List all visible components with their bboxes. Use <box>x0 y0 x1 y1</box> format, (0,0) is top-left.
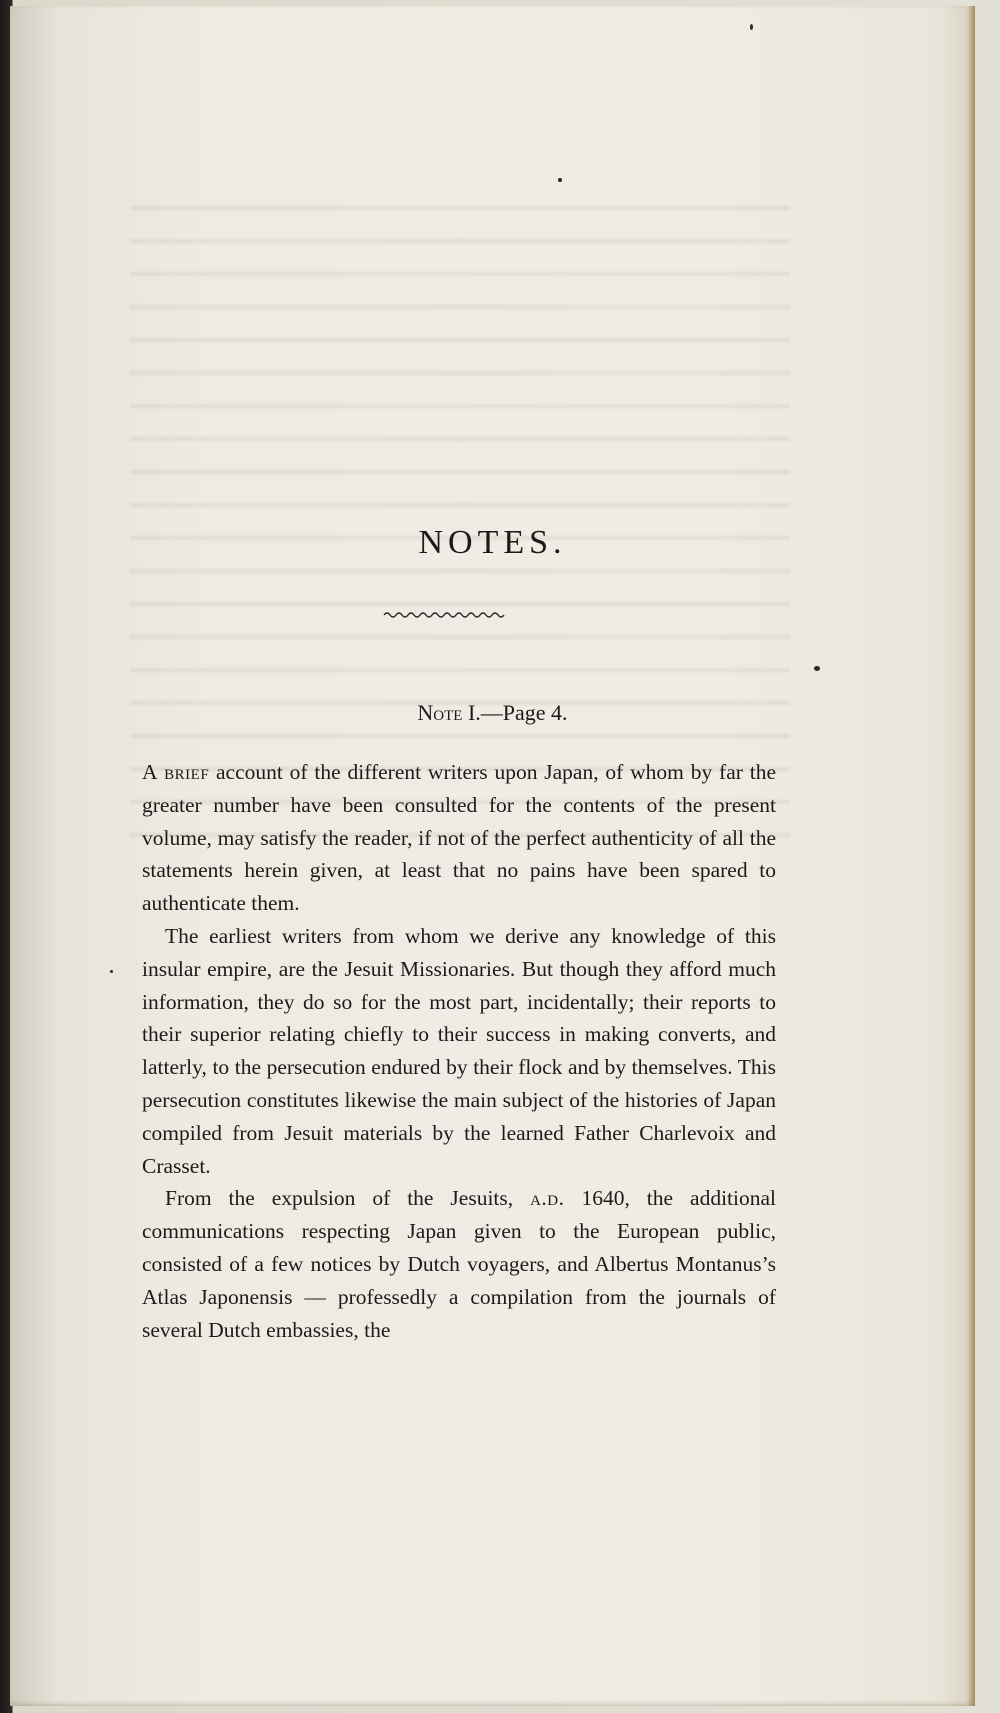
paragraph-1 <box>142 756 776 920</box>
paper-speck <box>814 666 820 671</box>
paragraph-1-text: account of the different writers upon Japan, of whom by far the greater number have been consulted for the contents of the present volume, may satisfy the reader, if not of the perfect authenticity of all the statements herein given, at least that no pains have been spared to authenticate them. <box>142 760 776 916</box>
paragraph-1-lead: A brief <box>142 760 210 784</box>
paragraph-2-text: The earliest writers from whom we derive any knowledge of this insular empire, are the Jesuit Missionaries. But though they afford much information, they do so for the most part, incidentally; their reports to their superior relating chiefly to their success in making converts, and latterly, to the persecution endured by their flock and by themselves. This persecution constitutes likewise the main subject of the histories of Japan compiled from Jesuit materials by the learned Father Charlevoix and Crasset. <box>142 923 776 1178</box>
paper-speck <box>750 24 753 30</box>
paper-speck <box>558 178 562 182</box>
wavy-rule-ornament <box>382 610 508 620</box>
paragraph-2 <box>142 920 776 1182</box>
page-heading: NOTES. <box>418 524 567 561</box>
paper-speck <box>110 970 113 973</box>
body-text <box>142 756 776 1346</box>
page-edge <box>967 6 975 1706</box>
note-title-numeral: I.—Page 4. <box>462 700 568 725</box>
paragraph-3-text-after: 1640, the additional communications respecting Japan given to the European public, consisted of a few notices by Dutch voyagers, and Albertus Montanus’s Atlas Japonensis — professedly a compilation from the journals of several Dutch embassies, the <box>142 1186 777 1342</box>
paragraph-3 <box>142 1182 776 1346</box>
paragraph-3-text-before: From the expulsion of the Jesuits, <box>165 1186 531 1211</box>
note-title <box>10 700 975 726</box>
note-title-prefix: Note <box>417 700 463 725</box>
book-page <box>10 6 975 1706</box>
paragraph-3-date: a.d. <box>530 1186 565 1211</box>
